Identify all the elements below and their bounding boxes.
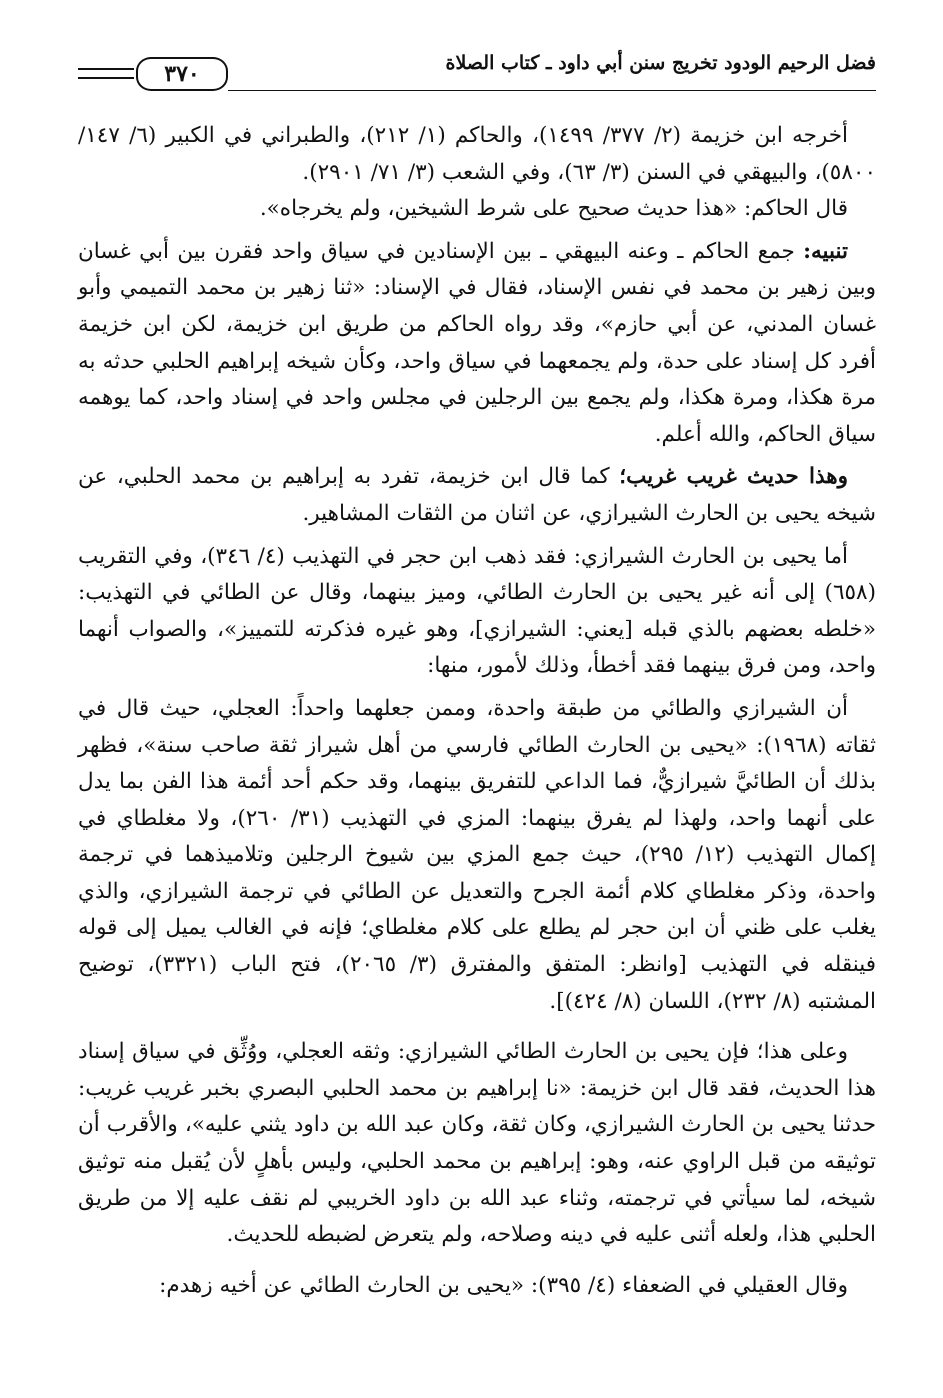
paragraph-lead: وهذا حديث غريب غريب؛ bbox=[619, 464, 848, 490]
paragraph-text: وعلى هذا؛ فإن يحيى بن الحارث الطائي الشيرازي: وثقه العجلي، ووُثِّق في سياق إسناد هذا الحديث، فقد قال ابن خزيمة: «نا إبراهيم بن محمد الحلبي البصري بخبر غريب غريب: حدثنا يحيى بن الحارث الشيرازي، وكان ثقة، وكان عبد الله بن داود يثني عليه»، والأقرب أن توثيقه من قبل الراوي عنه، وهو: إبراهيم بن محمد الحلبي، وليس بأهلٍ لأن يُقبل منه توثيق شيخه، لما سيأتي في ترجمته، وثناء عبد الله بن داود الخريبي لم نقف عليه إلا من طريق الحلبي هذا، ولعله أثنى عليه في دينه وصلاحه، ولم يتعرض لضبطه للحديث. bbox=[78, 1039, 876, 1248]
paragraph-text: أما يحيى بن الحارث الشيرازي: فقد ذهب ابن حجر في التهذيب (٤/ ٣٤٦)، وفي التقريب (٦٥٨) إلى أنه غير يحيى بن الحارث الطائي، وميز بينهما، وقال عن الطائي في التهذيب: «خلطه بعضهم بالذي قبله [يعني: الشيرازي]، وهو غيره فذكرته للتمييز»، والصواب أنهما واحد، ومن فرق بينهما فقد أخطأ، وذلك لأمور، منها: bbox=[78, 543, 876, 679]
paragraph-takhrij bbox=[78, 118, 876, 191]
paragraph-tawthiq bbox=[78, 1034, 876, 1254]
paragraph-text: قال الحاكم: «هذا حديث صحيح على شرط الشيخين، ولم يخرجاه». bbox=[259, 196, 848, 222]
paragraph-tanbih bbox=[78, 234, 876, 454]
paragraph-text: كما قال ابن خزيمة، تفرد به إبراهيم بن محمد الحلبي، عن شيخه يحيى بن الحارث الشيرازي، عن اثنان من الثقات المشاهير. bbox=[78, 464, 876, 526]
paragraph-uqayli bbox=[78, 1268, 876, 1305]
running-title: فضل الرحيم الودود تخريج سنن أبي داود ـ كتاب الصلاة bbox=[445, 52, 876, 74]
page-number: ٣٧٠ bbox=[136, 57, 228, 91]
paragraph-text: جمع الحاكم ـ وعنه البيهقي ـ بين الإسنادين في سياق واحد فقرن بين أبي غسان وبين زهير بن محمد في نفس الإسناد، فقال في الإسناد: «ثنا زهير بن محمد التميمي وأبو غسان المدني، عن أبي حازم»، وقد رواه الحاكم من طريق ابن خزيمة، لكن ابن خزيمة أفرد كل إسناد على حدة، ولم يجمعهما في سياق واحد، وكأن شيخه إبراهيم الحلبي حدثه به مرة هكذا، ومرة هكذا، ولم يجمع بين الرجلين في مجلس واحد في إسناد واحد، كما يوهمه سياق الحاكم، والله أعلم. bbox=[78, 238, 876, 447]
paragraph-shirazi bbox=[78, 539, 876, 685]
running-header bbox=[78, 44, 876, 102]
paragraph-lead: تنبيه: bbox=[803, 238, 848, 264]
header-rule bbox=[228, 90, 876, 91]
paragraph-text: وقال العقيلي في الضعفاء (٤/ ٣٩٥): «يحيى بن الحارث الطائي عن أخيه زهدم: bbox=[159, 1272, 848, 1298]
body-text bbox=[78, 118, 876, 1304]
paragraph-hakim bbox=[78, 191, 876, 228]
paragraph-text: أن الشيرازي والطائي من طبقة واحدة، وممن جعلهما واحداً: العجلي، حيث قال في ثقاته (١٩٦٨): «يحيى بن الحارث الطائي فارسي من أهل شيراز ثقة صاحب سنة»، فظهر بذلك أن الطائيَّ شيرازيٌّ، فما الداعي للتفريق بينهما، وقد حكم أحد أئمة هذا الفن بما يدل على أنهما واحد، ولهذا لم يفرق بينهما: المزي في التهذيب (٣١/ ٢٦٠)، ولا مغلطاي في إكمال التهذيب (١٢/ ٢٩٥)، حيث جمع المزي بين شيوخ الرجلين وتلاميذهما في ترجمة واحدة، وذكر مغلطاي كلام أئمة الجرح والتعديل عن الطائي في ترجمة الشيرازي، والذي يغلب على ظني أن ابن حجر لم يطلع على كلام مغلطاي؛ فإنه في الغالب يميل إلى قوله فينقله في التهذيب [وانظر: المتفق والمفترق (٣/ ٢٠٦٥)، فتح الباب (٣٣٢١)، توضيح المشتبه (٨/ ٢٣٢)، اللسان (٨/ ٤٢٤)]. bbox=[78, 695, 877, 1014]
double-rule-ornament bbox=[78, 68, 134, 79]
paragraph-tabaqa bbox=[78, 691, 876, 1020]
page-number-ornament bbox=[78, 61, 228, 87]
paragraph-gharib bbox=[78, 459, 876, 532]
paragraph-text: أخرجه ابن خزيمة (٢/ ٣٧٧/ ١٤٩٩)، والحاكم (١/ ٢١٢)، والطبراني في الكبير (٦/ ١٤٧/ ٥٨٠٠)، والبيهقي في السنن (٣/ ٦٣)، وفي الشعب (٣/ ٧١/ ٢٩٠١). bbox=[78, 123, 876, 185]
